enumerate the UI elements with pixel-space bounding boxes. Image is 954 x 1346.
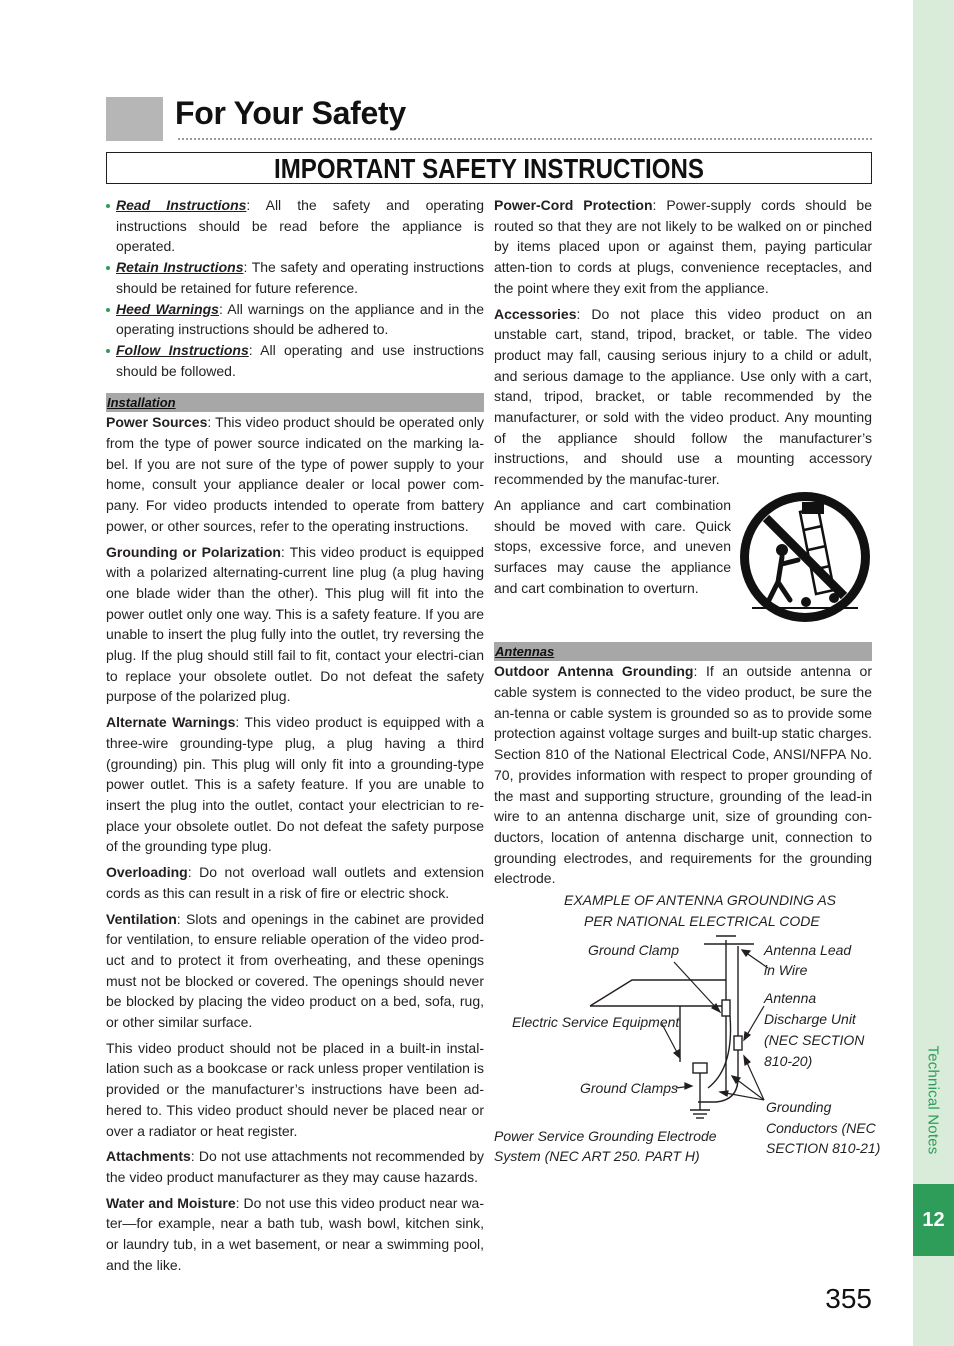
overloading-para: Overloading: Do not overload wall outlets and extension cords as this can result in a risk of fire or electric shock. [106, 864, 484, 901]
bullet-item: Follow Instructions: All operating and use instructions should be followed. [106, 340, 484, 381]
title-marker [106, 97, 163, 141]
accessories-para: Accessories: Do not place this video product on an unstable cart, stand, tripod, bracket, or table. The video product may fall, causing serious injury to a child or adult, and serious damage to the appliance. Use only with a cart, stand, tripod, bracket, or table recommended by the manufacturer, or sold with the video product. Any mounting of the appliance should follow the manufacturer’s instructions, and should use a mounting accessory recommended by the manufac-turer. [494, 305, 872, 488]
chapter-label: Technical Notes [924, 1045, 942, 1155]
section-title-box [106, 152, 872, 184]
left-column [106, 195, 484, 1275]
bullet-item: Retain Instructions: The safety and operating instructions should be retained for future reference. [106, 257, 484, 298]
label-electrode-2: System (NEC ART 250. PART H) [494, 1148, 700, 1164]
built-in-para: This video product should not be placed in a built-in instal-lation such as a bookcase or rack unless proper ventilation is provided or the manufacturer’s instructions have been ad-hered to. This video product should never be placed near or over a radiator or heat register. [106, 1039, 484, 1139]
page-number: 355 [825, 1283, 872, 1314]
alternate-warnings-para: Alternate Warnings: This video product is equipped with a three-wire grounding-type plug, a plug having a third (grounding) pin. This plug will only fit into a grounding-type power outlet. This is a safety feature. If you are unable to insert the plug into the outlet, contact your electrician to re-place your obsolete outlet. Do not defeat the safety purpose of the grounding type plug. [106, 714, 484, 855]
label-grounding-2: Conductors (NEC [766, 1120, 876, 1136]
installation-heading: Installation [106, 393, 484, 412]
water-moisture-para: Water and Moisture: Do not use this video product near wa-ter—for example, near a bath tub, wash bowl, kitchen sink, or laundry tub, in a wet basement, or near a swimming pool, and the like. [106, 1194, 485, 1273]
label-electrode-1: Power Service Grounding Electrode [494, 1128, 717, 1144]
label-grounding-3: SECTION 810-21) [766, 1140, 881, 1156]
antennas-heading: Antennas [494, 642, 872, 661]
grounding-para: Grounding or Polarization: This video product is equipped with a polarized alternating-current line plug (a plug having one blade wider than the other). This plug will fit into the power outlet only one way. This is a safety feature. If you are unable to insert the plug fully into the outlet, try reversing the plug. If the plug should still fail to fit, contact your electri-cian to replace your obsolete outlet. Do not defeat the safety purpose of the polarized plug. [106, 543, 484, 705]
power-cord-para: Power-Cord Protection: Power-supply cords should be routed so that they are not likely to be walked on or pinched by items placed upon or against them, paying particular atten-tion to cords at plugs, convenience receptacles, and the point where they exit from the appliance. [494, 197, 872, 296]
label-discharge-1: Antenna [764, 990, 817, 1006]
power-sources-para: Power Sources: This video product should be operated only from the type of power source indicated on the marking la-bel. If you are not sure of the type of power supply to your home, consult your appliance dealer or local power com-pany. For video products intended to operate from battery power, or other sources, refer to the operating instructions. [106, 414, 484, 534]
label-discharge-3: (NEC SECTION [764, 1032, 865, 1048]
cart-tipover-warning-icon [738, 490, 872, 624]
antenna-grounding-diagram [494, 888, 881, 1178]
label-electric-service: Electric Service Equipment [512, 1014, 680, 1030]
title-dotted-rule [178, 138, 872, 140]
antenna-grounding-para: Outdoor Antenna Grounding: If an outside antenna or cable system is connected to the video product, be sure the an-tenna or cable system is grounded so as to provide some protection against voltage surges and built-up static charges. Section 810 of the National Electrical Code, ANSI/NFPA No. 70, provides information with respect to proper grounding of the mast and supporting structure, grounding of the lead-in wire to an antenna discharge unit, size of grounding con-ductors, location of antenna discharge unit, connection to grounding electrodes, and requirements for the grounding electrode. [494, 663, 872, 887]
label-ground-clamp: Ground Clamp [588, 942, 680, 958]
bullet-item: Read Instructions: All the safety and operating instructions should be read before the appliance is operated. [106, 195, 484, 257]
bullet-item: Heed Warnings: All warnings on the appliance and in the operating instructions should be adhered to. [106, 299, 484, 340]
label-ground-clamps: Ground Clamps [580, 1080, 679, 1096]
label-discharge-4: 810-20) [764, 1053, 813, 1069]
right-column [494, 195, 872, 889]
label-antenna-lead-2: in Wire [764, 962, 808, 978]
page-title: For Your Safety [175, 95, 406, 131]
instruction-bullets [106, 195, 484, 381]
ventilation-para: Ventilation: Slots and openings in the cabinet are provided for ventilation, to ensure reliable operation of the video prod-uct and to protect it from overheating, and these openings must not be blocked or covered. The openings should never be blocked by placing the video product on a bed, sofa, rug, or other similar surface. [106, 910, 484, 1031]
diagram-title-1: EXAMPLE OF ANTENNA GROUNDING AS [564, 892, 837, 908]
cart-warning-text: An appliance and cart combination should be moved with care. Quick stops, excessive force, and uneven surfaces may cause the appliance and cart combination to overturn. [494, 496, 731, 596]
chapter-tab: 12 [913, 1184, 954, 1256]
label-antenna-lead-1: Antenna Lead [764, 942, 852, 958]
attachments-para: Attachments: Do not use attachments not recommended by the video product manufacturer as they may cause hazards. [106, 1148, 484, 1185]
label-grounding-1: Grounding [766, 1099, 832, 1115]
diagram-title-2: PER NATIONAL ELECTRICAL CODE [584, 913, 820, 929]
label-discharge-2: Discharge Unit [764, 1011, 856, 1027]
cart-warning [494, 495, 872, 599]
section-title: IMPORTANT SAFETY INSTRUCTIONS [274, 153, 704, 184]
